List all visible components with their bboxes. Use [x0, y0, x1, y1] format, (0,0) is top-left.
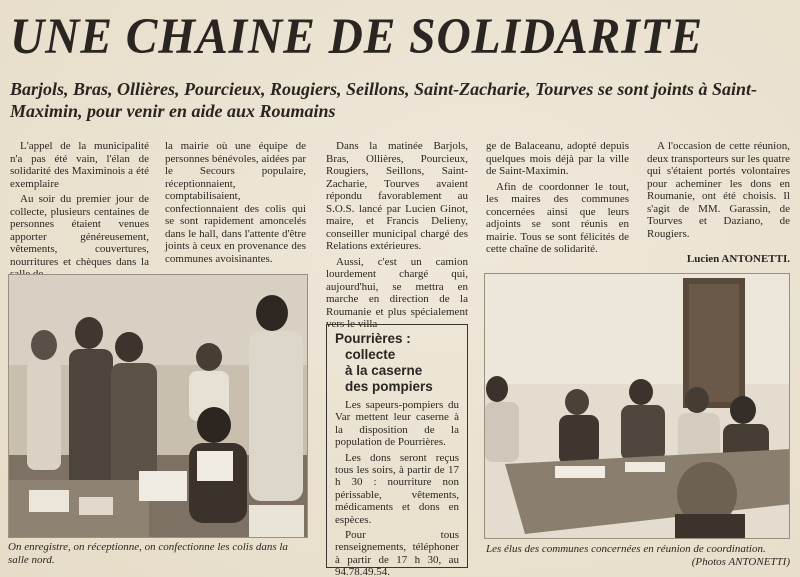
paragraph: Afin de coordonner le tout, les maires des communes concernées ainsi que leurs adjoints se sont réunis en mairie. Tous se sont félicités de cette chaîne de solidarité. [486, 180, 629, 255]
photo-credit: (Photos ANTONETTI) [691, 556, 790, 568]
paragraph: la mairie où une équipe de personnes bénévoles, aidées par le Secours populaire, réceptionnaient, comptabilisaient, confectionnaient des colis qui se sont rapidement amoncelés dans le hall, dans l'attente d'être joints à ceux en provenance des communes avoisinantes. [165, 140, 306, 265]
sidebar-box-pourrieres [326, 324, 468, 577]
box-title-line: des pompiers [345, 379, 433, 394]
sidebar-box-title [335, 331, 459, 395]
article-column-2 [165, 140, 306, 268]
paragraph: Les dons seront reçus tous les soirs, à partir de 17 h 30 : nourriture non périssable, vêtements, médicaments et dons en espèces. [335, 451, 459, 526]
box-title-line: Pourrières : [335, 331, 411, 346]
paragraph: Dans la matinée Barjols, Bras, Ollières, Pourcieux, Rougiers, Seillons, Saint-Zacharie, Tourves avaient répondu favorablement au S.O.S. lancé par Lucien Ginot, maire, et Francis Delieny, conseiller municipal chargé des Relations extérieures. [326, 140, 468, 252]
paragraph: Aussi, c'est un camion lourdement chargé qui, aujourd'hui, se mettra en marche en direction de la Roumanie et plus spécialement vers le villa- [326, 255, 468, 330]
article-column-1 [10, 140, 149, 284]
article-column-4 [486, 140, 629, 259]
paragraph: L'appel de la municipalité n'a pas été vain, l'élan de solidarité des Maximinois a été exemplaire [10, 140, 149, 190]
sidebar-box-text [335, 399, 459, 577]
photo-caption-right: Les élus des communes concernées en réunion de coordination. [486, 543, 766, 555]
subheadline: Barjols, Bras, Ollières, Pourcieux, Rougiers, Seillons, Saint-Zacharie, Tourves se sont joints à Saint-Maximin, pour venir en aide aux Roumains [10, 79, 757, 121]
article-column-3 [326, 140, 468, 334]
photo-volunteers-illustration [9, 275, 308, 538]
article-column-5 [647, 140, 790, 243]
photo-meeting-illustration [485, 274, 790, 539]
box-title-line: collecte [345, 347, 396, 362]
photo-volunteers-packing [8, 274, 308, 538]
box-title-line: à la caserne [345, 363, 423, 378]
author-signature: Lucien ANTONETTI. [686, 253, 790, 265]
paragraph: Au soir du premier jour de collecte, plusieurs centaines de personnes étaient venues apporter généreusement, vêtements, couvertures, nourritures et chèques dans la [10, 193, 149, 268]
paragraph: A l'occasion de cette réunion, deux transporteurs sur les quatre qui s'étaient portés volontaires pour acheminer les dons en Roumanie, ont été choisis. Il s'agit de MM. Garassin, de Tourves et Daziano, de Rougiers. [647, 140, 790, 240]
paragraph: Les sapeurs-pompiers du Var mettent leur caserne à la disposition de la population de Pourrières. [335, 399, 459, 449]
photo-coordination-meeting [484, 273, 790, 539]
headline: UNE CHAINE DE SOLIDARITE [10, 9, 704, 65]
paragraph: ge de Balaceanu, adopté depuis quelques mois déjà par la ville de Saint-Maximin. [486, 140, 629, 177]
paragraph: Pour tous renseignements, téléphoner à partir de 17 h 30, au 94.78.49.54. [335, 529, 459, 577]
photo-caption-left: On enregistre, on réceptionne, on confectionne les colis dans la salle nord. [8, 541, 288, 566]
